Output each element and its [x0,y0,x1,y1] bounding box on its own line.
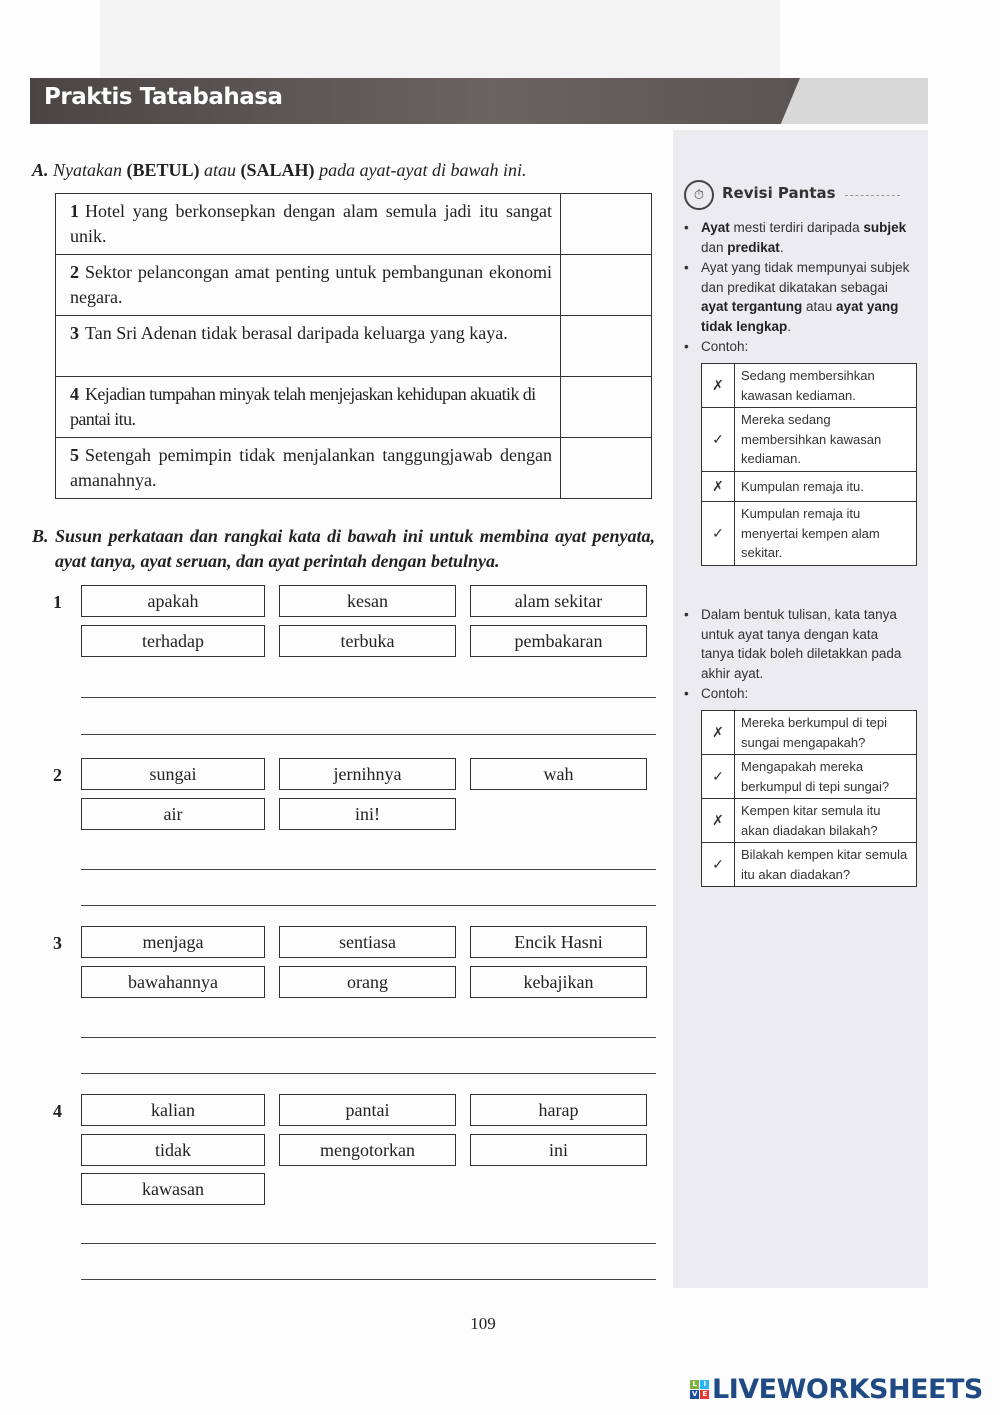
table-row [702,471,917,502]
statement-text: Sektor pelancongan amat penting untuk pembangunan ekonomi negara. [70,262,552,307]
word-box[interactable]: pembakaran [470,625,647,657]
word-box[interactable]: menjaga [81,926,265,958]
word-box[interactable]: orang [279,966,456,998]
statement-cell [56,255,561,316]
example-text: Mereka berkumpul di tepi sungai mengapakah? [735,711,917,755]
table-row [56,438,652,499]
clock-icon: ⏱ [684,180,714,210]
betul-label: (BETUL) [126,160,200,180]
scan-shade [100,0,780,78]
table-row [702,799,917,843]
answer-cell[interactable] [561,438,652,499]
answer-cell[interactable] [561,377,652,438]
instruction-text: Nyatakan [53,160,123,180]
word-box[interactable]: mengotorkan [279,1134,456,1166]
question-number: 2 [53,765,62,785]
statement-cell [56,438,561,499]
bullet-icon: • [684,686,689,701]
instruction-text: pada ayat-ayat di bawah ini. [319,160,527,180]
question-number: 1 [53,592,62,612]
example-text: Bilakah kempen kitar semula itu akan diadakan? [735,843,917,887]
table-row [702,711,917,755]
example-text: Kempen kitar semula itu akan diadakan bilakah? [735,799,917,843]
logo-letter: E [700,1390,709,1399]
mark-icon: ✓ [702,843,735,887]
word-box[interactable]: pantai [279,1094,456,1126]
salah-label: (SALAH) [240,160,315,180]
word-box[interactable]: wah [470,758,647,790]
bold-text: ayat tergantung [701,299,803,314]
word-box[interactable]: terbuka [279,625,456,657]
item-number: 4 [70,384,79,404]
bullet-item [684,337,914,357]
answer-line[interactable] [81,845,656,870]
mark-icon: ✗ [702,711,735,755]
word-box[interactable]: sungai [81,758,265,790]
answer-line[interactable] [81,1255,656,1280]
table-row [56,377,652,438]
word-box[interactable]: ini! [279,798,456,830]
table-row [702,364,917,408]
word-box[interactable]: apakah [81,585,265,617]
answer-cell[interactable] [561,194,652,255]
statement-text: Setengah pemimpin tidak menjalankan tanggungjawab dengan amanahnya. [70,445,552,490]
page-number: 109 [470,1314,496,1333]
table-row [56,194,652,255]
example-text: Mereka sedang membersihkan kawasan kediaman. [735,408,917,472]
bullet-icon: • [684,220,689,235]
text: mesti terdiri daripada [729,220,864,235]
word-box[interactable]: terhadap [81,625,265,657]
word-box[interactable]: kawasan [81,1173,265,1205]
statement-cell [56,316,561,377]
word-box[interactable]: jernihnya [279,758,456,790]
table-row [56,255,652,316]
bold-text: ayat yang tidak lengkap [701,299,899,334]
item-number: 2 [70,262,79,282]
section-b-letter: B. [32,526,49,546]
text: Contoh: [701,339,749,354]
question-number: 3 [53,933,62,953]
word-box[interactable]: air [81,798,265,830]
mark-icon: ✗ [702,799,735,843]
word-box[interactable]: Encik Hasni [470,926,647,958]
word-box[interactable]: alam sekitar [470,585,647,617]
table-row [702,843,917,887]
logo-letter: L [690,1380,699,1389]
item-number: 1 [70,201,79,221]
text: . [779,239,784,255]
section-b-instruction: Susun perkataan dan rangkai kata di bawah ini untuk membina ayat penyata, ayat tanya, ayat seruan, dan ayat perintah dengan betulnya. [55,526,655,571]
example-table [701,710,917,887]
text: Contoh: [701,686,749,701]
divider [845,195,900,196]
statement-text: Tan Sri Adenan tidak berasal daripada keluarga yang kaya. [85,323,508,343]
bullet-item [684,605,914,683]
answer-line[interactable] [81,1013,656,1038]
logo-icon [690,1380,709,1399]
word-box[interactable]: tidak [81,1134,265,1166]
statement-cell [56,194,561,255]
answer-cell[interactable] [561,316,652,377]
mark-icon: ✓ [702,755,735,799]
logo-letter: V [690,1390,699,1399]
banner-title: Praktis Tatabahasa [44,84,283,110]
section-a-letter: A. [32,160,49,180]
bold-text: subjek [863,220,907,235]
item-number: 5 [70,445,79,465]
true-false-table [55,193,652,499]
word-box[interactable]: bawahannya [81,966,265,998]
logo-letter: I [700,1380,709,1389]
bullet-icon: • [684,260,689,275]
statement-text: Hotel yang berkonsepkan dengan alam semula jadi itu sangat unik. [70,201,552,246]
text: Dalam bentuk tulisan, kata tanya untuk ayat tanya dengan kata tanya tidak boleh diletakkan pada akhir ayat. [701,607,902,681]
answer-line[interactable] [81,710,656,735]
table-row [702,408,917,472]
example-text: Mengapakah mereka berkumpul di tepi sungai? [735,755,917,799]
mark-icon: ✗ [702,471,735,502]
bullet-icon: • [684,607,689,622]
liveworksheets-logo[interactable] [690,1374,983,1405]
sidebar-title: Revisi Pantas [722,184,836,202]
item-number: 3 [70,323,79,343]
table-row [702,755,917,799]
text: atau [802,299,837,314]
bullet-item [684,258,914,336]
answer-line[interactable] [81,1049,656,1074]
answer-line[interactable] [81,881,656,906]
answer-cell[interactable] [561,255,652,316]
word-box[interactable]: kalian [81,1094,265,1126]
question-number: 4 [53,1101,62,1121]
bold-text: Ayat [701,220,730,235]
bullet-item [684,218,914,257]
bullet-icon: • [684,339,689,354]
text: dan [701,239,728,255]
statement-cell [56,377,561,438]
mark-icon: ✓ [702,502,735,566]
text: Ayat yang tidak mempunyai subjek dan predikat dikatakan sebagai [701,260,910,295]
word-box[interactable]: sentiasa [279,926,456,958]
section-a-instruction [32,158,527,183]
logo-text: LIVEWORKSHEETS [712,1374,983,1405]
example-text: Sedang membersihkan kawasan kediaman. [735,364,917,408]
example-text: Kumpulan remaja itu menyertai kempen alam sekitar. [735,502,917,566]
word-box[interactable]: ini [470,1134,647,1166]
answer-line[interactable] [81,673,656,698]
word-box[interactable]: kesan [279,585,456,617]
word-box[interactable]: harap [470,1094,647,1126]
text: . [787,318,792,334]
mark-icon: ✗ [702,364,735,408]
table-row [56,316,652,377]
statement-text: Kejadian tumpahan minyak telah menjejaskan kehidupan akuatik di pantai itu. [70,384,536,429]
example-table [701,363,917,566]
example-text: Kumpulan remaja itu. [735,471,917,502]
bold-text: predikat [727,239,780,255]
word-box[interactable]: kebajikan [470,966,647,998]
instruction-text: atau [204,160,237,180]
mark-icon: ✓ [702,408,735,472]
answer-line[interactable] [81,1219,656,1244]
bullet-item [684,684,914,704]
table-row [702,502,917,566]
